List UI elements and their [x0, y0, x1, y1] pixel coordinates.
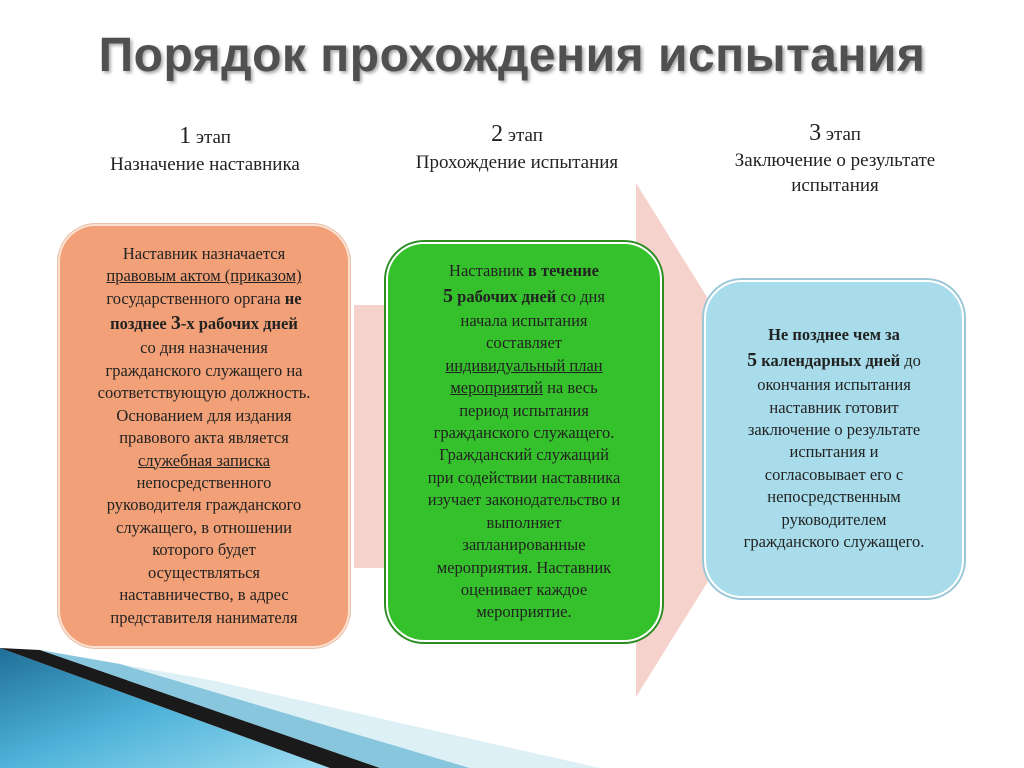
box2-line: запланированные	[462, 535, 586, 555]
box3-line: 5 календарных дней до	[747, 348, 921, 371]
stage-2-word: этап	[507, 125, 543, 146]
stage-3-box	[704, 280, 964, 598]
box3-line: непосредственным	[767, 487, 901, 507]
box1-line: гражданского служащего на	[105, 360, 303, 380]
box2-line: 5 рабочих дней со дня	[443, 284, 605, 307]
box2-line: составляет	[486, 333, 562, 353]
box2-line: мероприятия. Наставник	[436, 557, 612, 577]
box1-line: соответствующую должность.	[97, 383, 311, 403]
box1-line-bold: позднее 3-х рабочих дней	[110, 312, 298, 335]
stage-2-label: Прохождение испытания	[415, 152, 619, 174]
box2-line: мероприятий на весь	[450, 378, 598, 398]
stage-2-number: 2	[491, 121, 504, 147]
box2-line-underlined: индивидуальный план	[445, 355, 603, 375]
box3-line: окончания испытания	[757, 375, 911, 395]
stage-2-header	[372, 118, 662, 176]
box2-line: изучает законодательство и	[427, 490, 621, 510]
corner-swoosh	[0, 648, 600, 768]
stage-3-header	[690, 118, 980, 199]
stage-1-box	[58, 224, 350, 648]
box3-line: руководителем	[781, 509, 887, 529]
box3-line-bold: Не позднее чем за	[768, 325, 900, 345]
stage-1-number: 1	[179, 123, 192, 149]
stage-1-header	[60, 120, 350, 178]
stage-2-box	[386, 242, 662, 642]
box3-line: согласовывает его с	[764, 464, 904, 484]
stage-1-label: Назначение наставника	[110, 154, 300, 176]
box3-line: наставник готовит	[769, 397, 899, 417]
box2-line: Гражданский служащий	[439, 445, 609, 465]
stage-1-word: этап	[195, 127, 231, 148]
box2-line: мероприятие.	[476, 602, 572, 622]
box1-line: Основанием для издания	[116, 405, 292, 425]
box1-line-underlined: служебная записка	[137, 450, 271, 470]
box1-line: служащего, в отношении	[116, 517, 292, 537]
box1-line: государственного органа не	[106, 288, 302, 308]
box1-line: наставничество, в адрес	[119, 585, 289, 605]
box1-line: Наставник назначается	[122, 243, 286, 263]
box2-line: Наставник в течение	[449, 261, 599, 281]
box1-line: непосредственного	[136, 473, 272, 493]
box2-line: выполняет	[486, 512, 562, 532]
box2-line: оценивает каждое	[460, 580, 588, 599]
stage-3-label-line1: Заключение о результате	[734, 150, 936, 172]
stage-3-label-line2: испытания	[791, 174, 879, 196]
box2-line: при содействии наставника	[427, 467, 621, 487]
box1-line: правового акта является	[119, 428, 289, 448]
box2-line: начала испытания	[460, 310, 588, 330]
box1-line: со дня назначения	[140, 338, 268, 358]
box1-line: которого будет	[152, 540, 256, 560]
box2-line: период испытания	[459, 400, 589, 420]
box1-line: осуществляться	[147, 562, 261, 582]
box2-line: гражданского служащего.	[433, 422, 615, 442]
box3-line: гражданского служащего.	[743, 532, 925, 552]
box1-line-underlined: правовым актом (приказом)	[106, 266, 302, 286]
page-title: Порядок прохождения испытания	[98, 29, 926, 82]
box1-line: представителя нанимателя	[110, 607, 298, 627]
stage-3-number: 3	[809, 120, 822, 146]
stage-3-word: этап	[825, 124, 861, 145]
box3-line: заключение о результате	[747, 419, 921, 439]
box1-line: руководителя гражданского	[106, 495, 302, 515]
box3-line: испытания и	[789, 442, 879, 462]
